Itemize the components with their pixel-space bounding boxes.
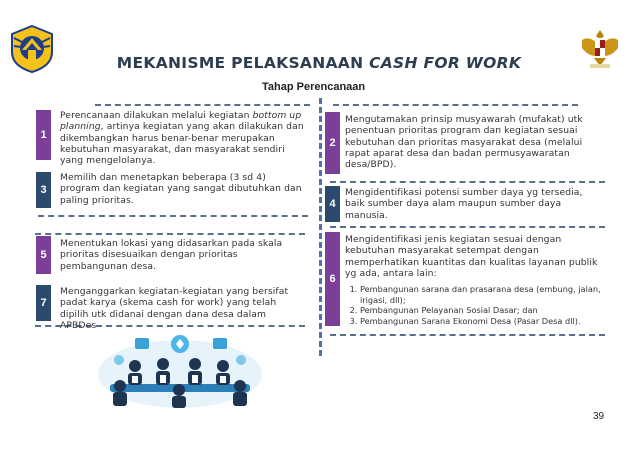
list-item: 3. Pembangunan Sarana Ekonomi Desa (Pasar Desa dll). <box>360 316 605 327</box>
item-number-badge: 6 <box>325 232 340 326</box>
list-item: 2. Pembangunan Pelayanan Sosial Dasar; dan <box>360 305 605 316</box>
item-6-block <box>345 234 605 326</box>
item-5-text: Menentukan lokasi yang didasarkan pada skala prioritas disesuaikan dengan prioritas pembangunan desa. <box>60 238 283 272</box>
item-1-text <box>60 110 305 166</box>
item-6-list <box>345 284 605 326</box>
item-6-text: Mengidentifikasi jenis kegiatan sesuai dengan kebutuhan masyarakat setempat dengan memperhatikan kuantitas dan kualitas layanan publik yg ada, antara lain: <box>345 234 598 279</box>
list-item: 1. Pembangunan sarana dan prasarana desa (embung, jalan, irigasi, dll); <box>360 284 605 305</box>
item-number-badge: 2 <box>325 112 340 174</box>
item-1-text-b: , artinya kegiatan yang akan dilakukan dan dikembangkan harus benar-benar merupakan kebutuhan masyarakat, dan masyarakat sendiri yang mengelolanya. <box>60 121 304 167</box>
item-2-text: Mengutamakan prinsip musyawarah (mufakat) utk penentuan prioritas program dan kegiatan sesuai kebutuhan dan prioritas masyarakat desa (melalui rapat aparat desa dan badan permusyawaratan desa/BPD). <box>345 114 583 171</box>
divider-top-left <box>95 104 310 106</box>
divider-right-mid <box>330 181 605 183</box>
page-title <box>0 54 638 72</box>
center-divider <box>319 98 322 356</box>
divider-right-bottom <box>330 334 605 336</box>
divider-right-mid-2 <box>330 226 605 228</box>
item-number-badge: 4 <box>325 186 340 222</box>
item-1-text-a: Perencanaan dilakukan melalui kegiatan <box>60 110 253 121</box>
item-7-text: Menganggarkan kegiatan-kegiatan yang bersifat padat karya (skema cash for work) yang telah dipilih utk didanai dengan dana desa dalam APBDes <box>60 286 289 331</box>
team-meeting-illustration-icon <box>95 330 265 410</box>
divider-top-right <box>333 104 578 106</box>
item-number-badge: 1 <box>36 110 51 160</box>
item-4-text: Mengidentifikasi potensi sumber daya yg tersedia, baik sumber daya alam maupun sumber daya manusia. <box>345 187 583 221</box>
divider-left-mid <box>38 215 308 217</box>
title-italic: CASH FOR WORK <box>369 54 522 72</box>
section-subtitle: Tahap Perencanaan <box>262 81 366 93</box>
page-number: 39 <box>593 411 605 422</box>
item-number-badge: 7 <box>36 285 51 321</box>
item-3-text: Memilih dan menetapkan beberapa (3 sd 4) program dan kegiatan yang sangat dibutuhkan dan paling prioritas. <box>60 172 302 206</box>
item-number-badge: 5 <box>36 236 51 274</box>
title-main: MEKANISME PELAKSANAAN <box>116 54 370 72</box>
item-1-text-italic: bottom up planning <box>60 110 302 133</box>
divider-left-low <box>35 233 305 235</box>
item-number-badge: 3 <box>36 172 51 208</box>
